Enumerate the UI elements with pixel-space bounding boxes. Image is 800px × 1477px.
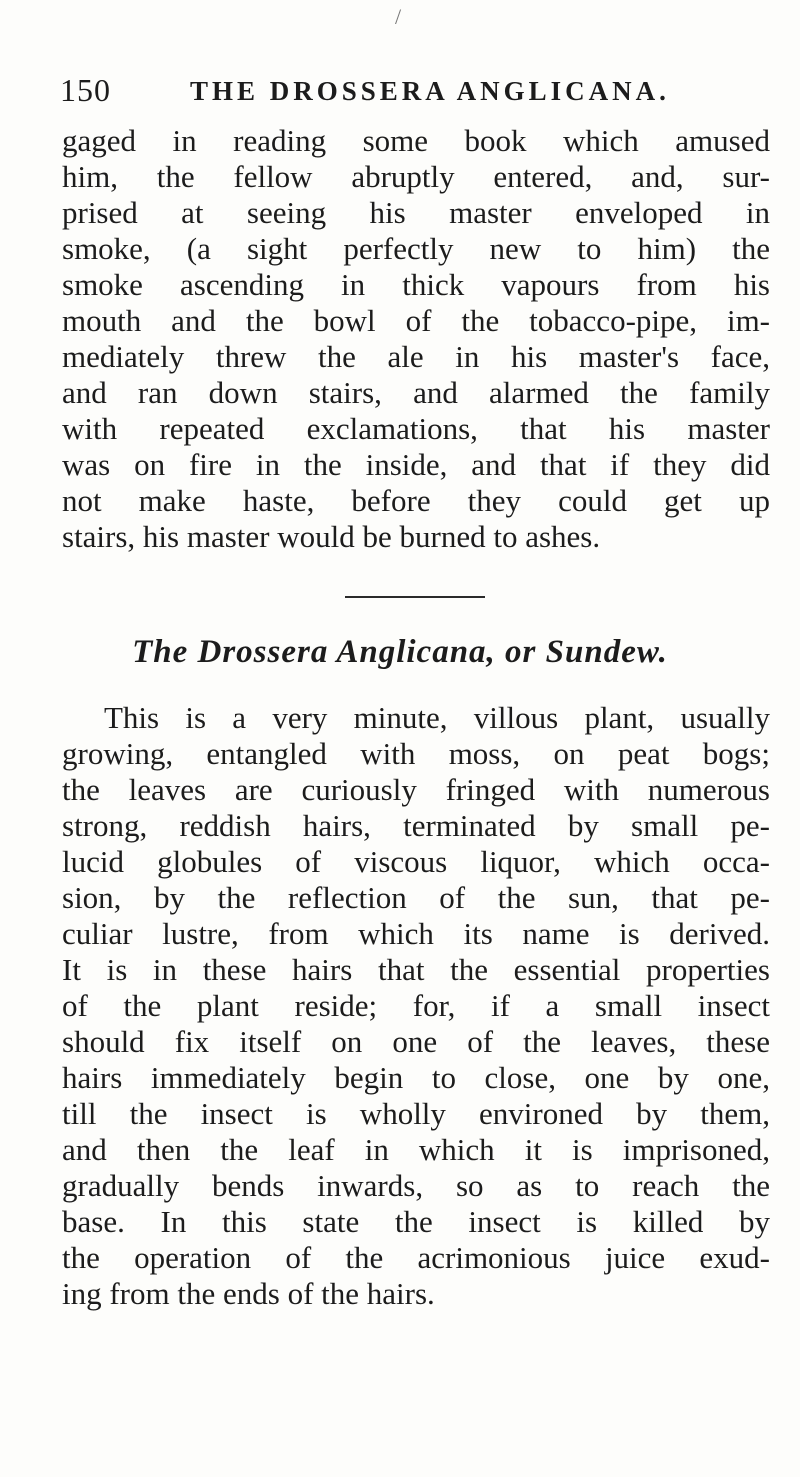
text-line: smoke, (a sight perfectly new to him) the bbox=[62, 231, 770, 266]
text-line: This is a very minute, villous plant, usually bbox=[104, 700, 770, 735]
text-line: was on fire in the inside, and that if they did bbox=[62, 447, 770, 482]
text-line: culiar lustre, from which its name is derived. bbox=[62, 916, 770, 951]
text-line: should fix itself on one of the leaves, these bbox=[62, 1024, 770, 1059]
text-line: prised at seeing his master enveloped in bbox=[62, 195, 770, 230]
text-line: of the plant reside; for, if a small insect bbox=[62, 988, 770, 1023]
text-line: strong, reddish hairs, terminated by small pe- bbox=[62, 808, 770, 843]
text-line: It is in these hairs that the essential properties bbox=[62, 952, 770, 987]
paragraph-continued bbox=[62, 123, 770, 555]
running-head: THE DROSSERA ANGLICANA. bbox=[190, 76, 670, 106]
text-line: ing from the ends of the hairs. bbox=[62, 1276, 435, 1311]
top-margin-mark: / bbox=[395, 4, 402, 29]
text-line: growing, entangled with moss, on peat bogs; bbox=[62, 736, 770, 771]
text-line: stairs, his master would be burned to ashes. bbox=[62, 519, 601, 554]
text-line: and then the leaf in which it is imprisoned, bbox=[62, 1132, 770, 1167]
paragraph-sundew bbox=[62, 700, 770, 1312]
page-number: 150 bbox=[60, 72, 111, 108]
text-line: hairs immediately begin to close, one by one, bbox=[62, 1060, 770, 1095]
section-title: The Drossera Anglicana, or Sundew. bbox=[132, 634, 668, 670]
text-line: mouth and the bowl of the tobacco-pipe, im- bbox=[62, 303, 770, 338]
text-line: gaged in reading some book which amused bbox=[62, 123, 770, 158]
text-line: base. In this state the insect is killed by bbox=[62, 1204, 770, 1239]
text-line: till the insect is wholly environed by them, bbox=[62, 1096, 770, 1131]
page-header bbox=[60, 72, 760, 112]
text-line: lucid globules of viscous liquor, which occa- bbox=[62, 844, 770, 879]
section-divider bbox=[345, 596, 485, 598]
text-line: sion, by the reflection of the sun, that pe- bbox=[62, 880, 770, 915]
text-line: mediately threw the ale in his master's face, bbox=[62, 339, 770, 374]
text-line: and ran down stairs, and alarmed the family bbox=[62, 375, 770, 410]
text-line: gradually bends inwards, so as to reach the bbox=[62, 1168, 770, 1203]
text-line: not make haste, before they could get up bbox=[62, 483, 770, 518]
text-line: smoke ascending in thick vapours from his bbox=[62, 267, 770, 302]
text-line: him, the fellow abruptly entered, and, sur- bbox=[62, 159, 770, 194]
text-line: the leaves are curiously fringed with numerous bbox=[62, 772, 770, 807]
text-line: with repeated exclamations, that his master bbox=[62, 411, 770, 446]
text-line: the operation of the acrimonious juice exud- bbox=[62, 1240, 770, 1275]
